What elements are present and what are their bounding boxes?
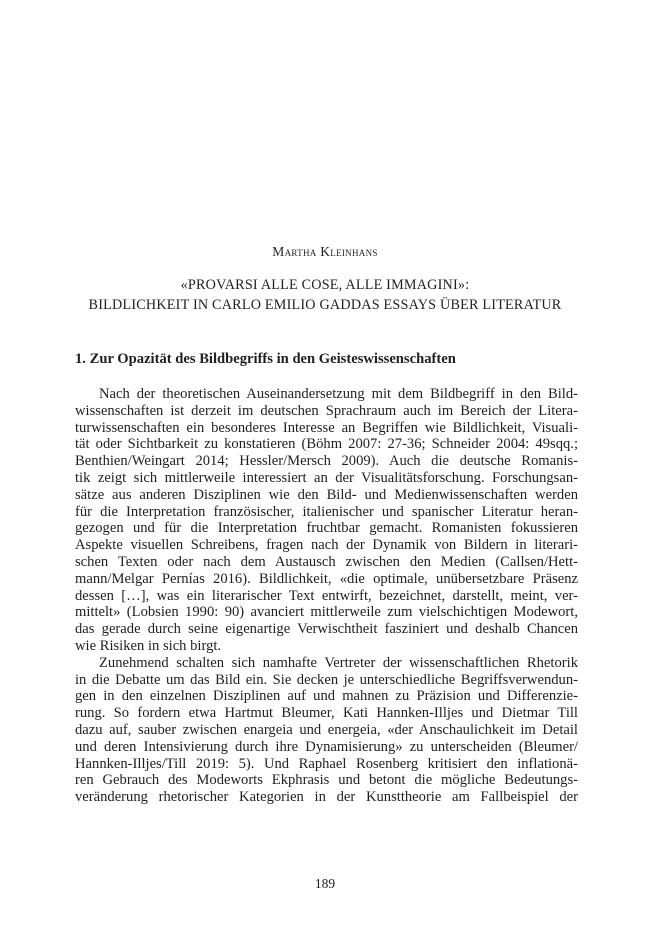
paragraph-1 bbox=[75, 386, 578, 655]
text-line: in die Debatte um das Bild ein. Sie decken je unterschiedliche Begriffsverwendun- bbox=[75, 671, 578, 688]
text-line: Hannken-Illjes/Till 2019: 5). Und Raphael Rosenberg kritisiert den inflationä- bbox=[75, 755, 578, 772]
text-line: und deren Intensivierung durch ihre Dynamisierung» zu unterscheiden (Bleumer/ bbox=[75, 738, 578, 755]
text-line: wissenschaften ist derzeit im deutschen Sprachraum auch im Bereich der Litera- bbox=[75, 402, 578, 419]
text-line: dessen […], was ein literarischer Text entwirft, bezeichnet, darstellt, meint, ver- bbox=[75, 587, 578, 604]
chapter-title-line-2: BILDLICHKEIT IN CARLO EMILIO GADDAS ESSAYS ÜBER LITERATUR bbox=[88, 297, 562, 313]
text-line: gen in den einzelnen Disziplinen auf und mahnen zu Präzision und Differenzie- bbox=[75, 688, 578, 705]
text-line: Nach der theoretischen Auseinandersetzung mit dem Bildbegriff in den Bild- bbox=[99, 386, 578, 402]
chapter-title bbox=[40, 275, 610, 315]
chapter-title-line-1: «PROVARSI ALLE COSE, ALLE IMMAGINI»: bbox=[180, 277, 470, 293]
text-line: ren Gebrauch des Modeworts Ekphrasis und betont die mögliche Bedeutungs- bbox=[75, 772, 578, 789]
body-text bbox=[75, 386, 578, 806]
text-line: gezogen und für die Interpretation fruchtbar gemacht. Romanisten fokussieren bbox=[75, 520, 578, 537]
paragraph-2 bbox=[75, 655, 578, 806]
text-line: Benthien/Weingart 2014; Hessler/Mersch 2009). Auch die deutsche Romanis- bbox=[75, 453, 578, 470]
text-line: sätze aus anderen Disziplinen wie den Bild- und Medienwissenschaften werden bbox=[75, 486, 578, 503]
text-line: tät oder Sichtbarkeit zu konstatieren (Böhm 2007: 27-36; Schneider 2004: 49sqq.; bbox=[75, 436, 578, 453]
section-heading: 1. Zur Opazität des Bildbegriffs in den Geisteswissenschaften bbox=[75, 351, 456, 367]
author-name: Martha Kleinhans bbox=[272, 244, 378, 259]
text-line: Aspekte visuellen Schreibens, fragen nach der Dynamik von Bildern in literari- bbox=[75, 537, 578, 554]
text-line: das gerade durch seine eigenartige Verwischtheit fasziniert und deshalb Chancen bbox=[75, 621, 578, 638]
page-number: 189 bbox=[314, 876, 336, 891]
text-line: wie Risiken in sich birgt. bbox=[75, 637, 222, 654]
text-line: turwissenschaften ein besonderes Interesse an Begriffen wie Bildlichkeit, Visuali- bbox=[75, 419, 578, 436]
text-line: rung. So fordern etwa Hartmut Bleumer, Kati Hannken-Illjes und Dietmar Till bbox=[75, 705, 578, 722]
text-line: für die Interpretation französischer, italienischer und spanischer Literatur heran- bbox=[75, 503, 578, 520]
text-line: tik zeigt sich mittlerweile interessiert an der Visualitätsforschung. Forschungsan- bbox=[75, 469, 578, 486]
text-line: mittelt» (Lobsien 1990: 90) avanciert mittlerweile zum vielschichtigen Modewort, bbox=[75, 604, 578, 621]
text-line: dazu auf, sauber zwischen enargeia und energeia, «der Anschaulichkeit im Detail bbox=[75, 721, 578, 738]
text-line: schen Texten oder nach dem Austausch zwischen den Medien (Callsen/Hett- bbox=[75, 553, 578, 570]
text-line: veränderung rhetorischer Kategorien in der Kunsttheorie am Fallbeispiel der bbox=[75, 789, 578, 806]
text-line: Zunehmend schalten sich namhafte Vertreter der wissenschaftlichen Rhetorik bbox=[99, 654, 578, 671]
text-line: mann/Melgar Pernías 2016). Bildlichkeit, «die optimale, unübersetzbare Präsenz bbox=[75, 570, 578, 587]
